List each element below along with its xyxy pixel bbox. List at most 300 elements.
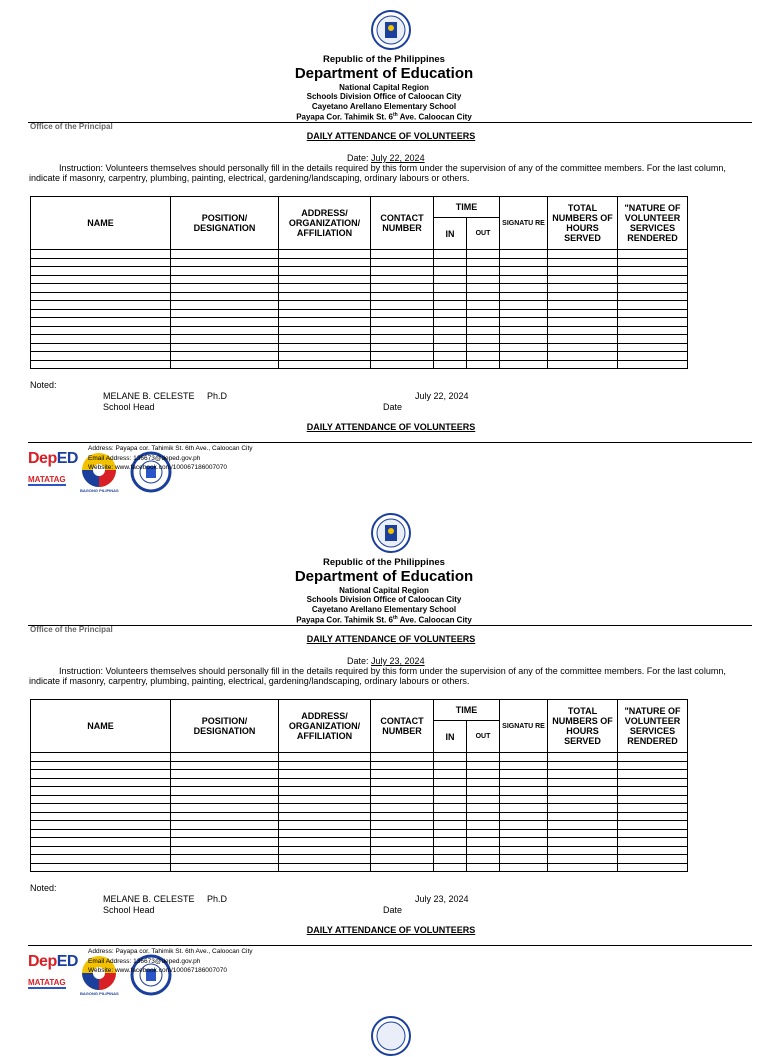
table-cell[interactable] <box>548 812 618 821</box>
table-cell[interactable] <box>434 250 467 259</box>
table-cell[interactable] <box>548 267 618 276</box>
table-cell[interactable] <box>171 292 279 301</box>
table-cell[interactable] <box>371 821 434 830</box>
table-cell[interactable] <box>434 284 467 293</box>
table-cell[interactable] <box>500 778 548 787</box>
table-cell[interactable] <box>171 821 279 830</box>
school-address-line: Payapa Cor. Tahimik St. 6th Ave. Caloocan City <box>296 112 472 122</box>
table-cell[interactable] <box>279 352 371 361</box>
table-cell[interactable] <box>31 812 171 821</box>
table-cell[interactable] <box>371 284 434 293</box>
table-cell[interactable] <box>31 829 171 838</box>
table-cell[interactable] <box>548 275 618 284</box>
table-cell[interactable] <box>618 343 688 352</box>
table-cell[interactable] <box>279 838 371 847</box>
table-cell[interactable] <box>500 829 548 838</box>
col-position: POSITION/ DESIGNATION <box>171 700 279 753</box>
table-cell[interactable] <box>279 863 371 872</box>
table-cell[interactable] <box>371 267 434 276</box>
table-cell[interactable] <box>467 309 500 318</box>
table-cell[interactable] <box>500 821 548 830</box>
table-cell[interactable] <box>434 326 467 335</box>
matatag-logo: MATATAG <box>28 475 66 484</box>
table-cell[interactable] <box>171 326 279 335</box>
table-cell[interactable] <box>548 753 618 762</box>
table-cell[interactable] <box>467 318 500 327</box>
table-cell[interactable] <box>371 343 434 352</box>
table-cell[interactable] <box>467 275 500 284</box>
table-cell[interactable] <box>618 787 688 796</box>
table-cell[interactable] <box>31 838 171 847</box>
table-cell[interactable] <box>31 360 171 369</box>
table-row <box>31 753 688 762</box>
table-row <box>31 284 688 293</box>
table-cell[interactable] <box>500 863 548 872</box>
table-cell[interactable] <box>171 778 279 787</box>
table-cell[interactable] <box>31 770 171 779</box>
col-time: TIME <box>434 197 500 218</box>
table-cell[interactable] <box>279 821 371 830</box>
table-cell[interactable] <box>371 250 434 259</box>
table-cell[interactable] <box>434 275 467 284</box>
table-cell[interactable] <box>279 778 371 787</box>
table-cell[interactable] <box>31 778 171 787</box>
table-cell[interactable] <box>618 326 688 335</box>
table-cell[interactable] <box>500 838 548 847</box>
footer-divider <box>28 945 752 946</box>
table-row <box>31 309 688 318</box>
table-cell[interactable] <box>548 292 618 301</box>
table-cell[interactable] <box>279 318 371 327</box>
table-cell[interactable] <box>171 267 279 276</box>
table-cell[interactable] <box>371 846 434 855</box>
table-cell[interactable] <box>279 770 371 779</box>
table-cell[interactable] <box>500 275 548 284</box>
table-cell[interactable] <box>500 804 548 813</box>
table-cell[interactable] <box>618 267 688 276</box>
table-cell[interactable] <box>279 292 371 301</box>
division-line: Schools Division Office of Caloocan City <box>306 92 462 102</box>
table-cell[interactable] <box>548 838 618 847</box>
table-cell[interactable] <box>279 787 371 796</box>
table-cell[interactable] <box>31 250 171 259</box>
col-nature: "NATURE OF VOLUNTEER SERVICES RENDERED <box>618 700 688 753</box>
table-cell[interactable] <box>371 258 434 267</box>
col-contact: CONTACT NUMBER <box>371 197 434 250</box>
table-cell[interactable] <box>171 318 279 327</box>
table-cell[interactable] <box>618 812 688 821</box>
table-cell[interactable] <box>434 838 467 847</box>
table-cell[interactable] <box>279 275 371 284</box>
table-cell[interactable] <box>31 326 171 335</box>
footer-address: Address: Payapa cor. Tahimik St. 6th Ave., Caloocan City <box>88 445 253 452</box>
form-title: DAILY ATTENDANCE OF VOLUNTEERS <box>306 131 476 141</box>
noted-label: Noted: <box>30 380 57 390</box>
table-cell[interactable] <box>31 787 171 796</box>
attendance-table <box>30 699 688 872</box>
table-cell[interactable] <box>618 258 688 267</box>
table-cell[interactable] <box>279 795 371 804</box>
table-cell[interactable] <box>171 838 279 847</box>
table-row <box>31 812 688 821</box>
table-cell[interactable] <box>548 318 618 327</box>
table-cell[interactable] <box>434 787 467 796</box>
table-cell[interactable] <box>467 795 500 804</box>
table-cell[interactable] <box>279 309 371 318</box>
table-cell[interactable] <box>500 795 548 804</box>
table-cell[interactable] <box>467 863 500 872</box>
form-title-repeat: DAILY ATTENDANCE OF VOLUNTEERS <box>306 422 476 432</box>
table-cell[interactable] <box>500 846 548 855</box>
table-cell[interactable] <box>434 795 467 804</box>
table-cell[interactable] <box>434 812 467 821</box>
table-cell[interactable] <box>618 301 688 310</box>
table-cell[interactable] <box>467 821 500 830</box>
table-cell[interactable] <box>31 761 171 770</box>
table-cell[interactable] <box>371 770 434 779</box>
table-cell[interactable] <box>31 855 171 864</box>
table-cell[interactable] <box>467 812 500 821</box>
table-cell[interactable] <box>467 838 500 847</box>
table-cell[interactable] <box>31 821 171 830</box>
table-cell[interactable] <box>500 326 548 335</box>
table-cell[interactable] <box>371 360 434 369</box>
table-cell[interactable] <box>618 284 688 293</box>
table-cell[interactable] <box>31 284 171 293</box>
department-title: Department of Education <box>294 65 474 82</box>
table-cell[interactable] <box>31 292 171 301</box>
table-cell[interactable] <box>279 812 371 821</box>
table-cell[interactable] <box>548 829 618 838</box>
table-cell[interactable] <box>500 318 548 327</box>
table-cell[interactable] <box>500 267 548 276</box>
table-cell[interactable] <box>548 855 618 864</box>
table-cell[interactable] <box>434 292 467 301</box>
table-cell[interactable] <box>371 318 434 327</box>
table-cell[interactable] <box>548 804 618 813</box>
table-cell[interactable] <box>31 863 171 872</box>
signatory-degree: Ph.D <box>207 894 228 904</box>
table-row <box>31 275 688 284</box>
table-cell[interactable] <box>500 787 548 796</box>
table-cell[interactable] <box>371 335 434 344</box>
table-cell[interactable] <box>618 855 688 864</box>
table-cell[interactable] <box>618 761 688 770</box>
table-cell[interactable] <box>371 787 434 796</box>
table-cell[interactable] <box>434 267 467 276</box>
table-cell[interactable] <box>434 309 467 318</box>
table-cell[interactable] <box>500 352 548 361</box>
header-divider <box>28 122 752 123</box>
table-cell[interactable] <box>500 343 548 352</box>
table-cell[interactable] <box>434 855 467 864</box>
table-cell[interactable] <box>548 326 618 335</box>
deped-seal-icon <box>371 1015 411 1057</box>
table-cell[interactable] <box>548 770 618 779</box>
footer-website: Website: www.facebook.com/100067186007070 <box>88 464 228 471</box>
table-cell[interactable] <box>500 309 548 318</box>
table-cell[interactable] <box>31 275 171 284</box>
table-cell[interactable] <box>618 250 688 259</box>
table-cell[interactable] <box>31 795 171 804</box>
table-cell[interactable] <box>31 309 171 318</box>
table-cell[interactable] <box>279 753 371 762</box>
school-line: Cayetano Arellano Elementary School <box>311 101 457 111</box>
table-cell[interactable] <box>371 309 434 318</box>
table-cell[interactable] <box>467 284 500 293</box>
deped-seal-icon <box>371 512 411 554</box>
table-cell[interactable] <box>618 335 688 344</box>
table-cell[interactable] <box>618 804 688 813</box>
table-cell[interactable] <box>618 753 688 762</box>
table-cell[interactable] <box>31 318 171 327</box>
table-cell[interactable] <box>31 258 171 267</box>
table-cell[interactable] <box>371 301 434 310</box>
table-cell[interactable] <box>434 821 467 830</box>
table-row <box>31 846 688 855</box>
table-row <box>31 301 688 310</box>
table-cell[interactable] <box>434 335 467 344</box>
table-cell[interactable] <box>500 301 548 310</box>
table-cell[interactable] <box>434 301 467 310</box>
table-cell[interactable] <box>618 846 688 855</box>
table-cell[interactable] <box>618 821 688 830</box>
table-cell[interactable] <box>618 292 688 301</box>
table-row <box>31 258 688 267</box>
table-row <box>31 360 688 369</box>
table-cell[interactable] <box>31 335 171 344</box>
table-cell[interactable] <box>500 753 548 762</box>
col-name: NAME <box>31 700 171 753</box>
table-cell[interactable] <box>618 778 688 787</box>
table-cell[interactable] <box>548 352 618 361</box>
table-cell[interactable] <box>279 335 371 344</box>
table-cell[interactable] <box>548 343 618 352</box>
form-title: DAILY ATTENDANCE OF VOLUNTEERS <box>306 634 476 644</box>
table-cell[interactable] <box>467 787 500 796</box>
table-cell[interactable] <box>171 343 279 352</box>
table-cell[interactable] <box>371 292 434 301</box>
table-cell[interactable] <box>371 352 434 361</box>
table-cell[interactable] <box>548 846 618 855</box>
table-cell[interactable] <box>434 863 467 872</box>
table-cell[interactable] <box>434 804 467 813</box>
table-row <box>31 292 688 301</box>
instruction-text: Instruction: Volunteers themselves should personally fill in the details required by this form under the supervision of any of the committee members. For the last column, indicate if masonry, carpentry, plumbing, painting, electrical, gardening/landscaping, ordinary labours or others. <box>29 163 726 183</box>
table-cell[interactable] <box>467 352 500 361</box>
table-cell[interactable] <box>279 804 371 813</box>
table-cell[interactable] <box>548 821 618 830</box>
table-cell[interactable] <box>548 778 618 787</box>
table-cell[interactable] <box>31 267 171 276</box>
signature-date-value: July 23, 2024 <box>415 894 469 904</box>
table-cell[interactable] <box>279 360 371 369</box>
table-cell[interactable] <box>467 258 500 267</box>
table-cell[interactable] <box>467 267 500 276</box>
table-cell[interactable] <box>171 250 279 259</box>
table-cell[interactable] <box>618 309 688 318</box>
header-lines <box>0 83 768 122</box>
table-cell[interactable] <box>31 352 171 361</box>
table-cell[interactable] <box>371 838 434 847</box>
table-cell[interactable] <box>171 787 279 796</box>
table-cell[interactable] <box>279 301 371 310</box>
table-cell[interactable] <box>618 318 688 327</box>
table-cell[interactable] <box>500 258 548 267</box>
date-value: July 23, 2024 <box>371 656 425 666</box>
table-cell[interactable] <box>171 301 279 310</box>
table-cell[interactable] <box>171 804 279 813</box>
table-cell[interactable] <box>279 250 371 259</box>
table-cell[interactable] <box>31 753 171 762</box>
table-cell[interactable] <box>171 258 279 267</box>
table-cell[interactable] <box>371 326 434 335</box>
table-cell[interactable] <box>371 863 434 872</box>
table-cell[interactable] <box>371 829 434 838</box>
table-cell[interactable] <box>548 863 618 872</box>
table-row <box>31 318 688 327</box>
table-cell[interactable] <box>171 855 279 864</box>
table-cell[interactable] <box>171 846 279 855</box>
table-cell[interactable] <box>467 301 500 310</box>
table-cell[interactable] <box>467 292 500 301</box>
table-cell[interactable] <box>434 352 467 361</box>
table-cell[interactable] <box>548 795 618 804</box>
table-cell[interactable] <box>171 753 279 762</box>
table-cell[interactable] <box>618 352 688 361</box>
table-cell[interactable] <box>171 812 279 821</box>
table-cell[interactable] <box>279 761 371 770</box>
table-cell[interactable] <box>467 855 500 864</box>
table-cell[interactable] <box>500 292 548 301</box>
table-cell[interactable] <box>618 275 688 284</box>
signatory-block <box>103 391 227 413</box>
table-row <box>31 838 688 847</box>
table-cell[interactable] <box>467 753 500 762</box>
table-cell[interactable] <box>171 829 279 838</box>
table-cell[interactable] <box>467 770 500 779</box>
table-cell[interactable] <box>467 250 500 259</box>
table-cell[interactable] <box>371 753 434 762</box>
table-cell[interactable] <box>279 326 371 335</box>
table-cell[interactable] <box>548 335 618 344</box>
table-cell[interactable] <box>434 770 467 779</box>
attendance-table <box>30 196 688 369</box>
footer-contact <box>88 444 253 473</box>
table-cell[interactable] <box>171 284 279 293</box>
table-cell[interactable] <box>371 795 434 804</box>
table-cell[interactable] <box>467 829 500 838</box>
table-cell[interactable] <box>171 275 279 284</box>
table-cell[interactable] <box>618 829 688 838</box>
table-cell[interactable] <box>279 267 371 276</box>
table-row <box>31 778 688 787</box>
table-cell[interactable] <box>618 838 688 847</box>
table-cell[interactable] <box>500 360 548 369</box>
table-cell[interactable] <box>279 284 371 293</box>
table-cell[interactable] <box>434 829 467 838</box>
noted-label: Noted: <box>30 883 57 893</box>
table-cell[interactable] <box>618 770 688 779</box>
table-cell[interactable] <box>434 258 467 267</box>
table-cell[interactable] <box>467 326 500 335</box>
table-cell[interactable] <box>467 343 500 352</box>
table-cell[interactable] <box>434 846 467 855</box>
table-cell[interactable] <box>279 343 371 352</box>
table-cell[interactable] <box>31 343 171 352</box>
table-cell[interactable] <box>548 284 618 293</box>
table-cell[interactable] <box>618 360 688 369</box>
table-cell[interactable] <box>371 275 434 284</box>
table-cell[interactable] <box>500 335 548 344</box>
table-cell[interactable] <box>171 761 279 770</box>
table-cell[interactable] <box>500 761 548 770</box>
table-cell[interactable] <box>279 829 371 838</box>
table-cell[interactable] <box>548 787 618 796</box>
table-cell[interactable] <box>31 301 171 310</box>
table-cell[interactable] <box>171 770 279 779</box>
table-cell[interactable] <box>31 846 171 855</box>
table-cell[interactable] <box>171 309 279 318</box>
table-cell[interactable] <box>548 250 618 259</box>
form-page <box>0 503 768 996</box>
table-cell[interactable] <box>467 335 500 344</box>
table-cell[interactable] <box>434 778 467 787</box>
table-cell[interactable] <box>279 846 371 855</box>
table-cell[interactable] <box>500 250 548 259</box>
table-cell[interactable] <box>171 863 279 872</box>
table-cell[interactable] <box>500 855 548 864</box>
table-cell[interactable] <box>467 761 500 770</box>
table-cell[interactable] <box>618 795 688 804</box>
table-cell[interactable] <box>548 761 618 770</box>
col-name: NAME <box>31 197 171 250</box>
table-cell[interactable] <box>467 804 500 813</box>
table-cell[interactable] <box>500 770 548 779</box>
table-cell[interactable] <box>618 863 688 872</box>
table-cell[interactable] <box>171 352 279 361</box>
table-cell[interactable] <box>171 360 279 369</box>
table-cell[interactable] <box>467 360 500 369</box>
table-cell[interactable] <box>371 778 434 787</box>
table-cell[interactable] <box>434 318 467 327</box>
col-time-in: IN <box>434 218 467 250</box>
table-cell[interactable] <box>548 360 618 369</box>
table-cell[interactable] <box>171 795 279 804</box>
table-cell[interactable] <box>371 761 434 770</box>
office-label: Office of the Principal <box>30 122 113 131</box>
table-cell[interactable] <box>371 804 434 813</box>
table-cell[interactable] <box>434 753 467 762</box>
table-cell[interactable] <box>279 258 371 267</box>
table-cell[interactable] <box>500 812 548 821</box>
form-date: Date: July 23, 2024 <box>347 656 425 666</box>
table-cell[interactable] <box>467 846 500 855</box>
table-cell[interactable] <box>500 284 548 293</box>
table-cell[interactable] <box>371 855 434 864</box>
table-cell[interactable] <box>371 812 434 821</box>
table-cell[interactable] <box>548 301 618 310</box>
table-cell[interactable] <box>434 761 467 770</box>
table-cell[interactable] <box>467 778 500 787</box>
table-cell[interactable] <box>434 360 467 369</box>
table-cell[interactable] <box>279 855 371 864</box>
table-cell[interactable] <box>171 335 279 344</box>
table-cell[interactable] <box>31 804 171 813</box>
table-cell[interactable] <box>548 309 618 318</box>
table-cell[interactable] <box>548 258 618 267</box>
table-cell[interactable] <box>434 343 467 352</box>
